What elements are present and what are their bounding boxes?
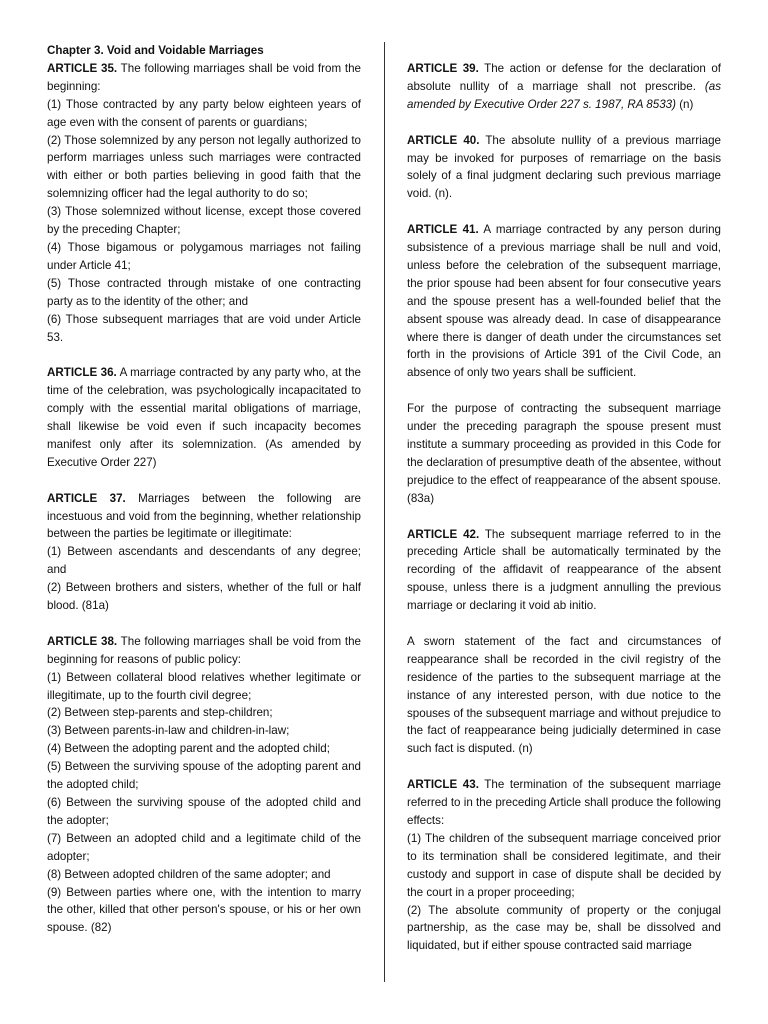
- article-37-heading: ARTICLE 37.: [47, 491, 126, 505]
- article-43-item-2: (2) The absolute community of property or the conjugal partnership, as the case may be, shall be dissolved and liquidated, but if either spouse contracted said marriage: [407, 903, 721, 953]
- article-42: [407, 526, 721, 759]
- left-column: [47, 42, 361, 937]
- column-divider: [384, 42, 385, 982]
- article-35: [47, 60, 361, 347]
- article-38-item-9: (9) Between parties where one, with the intention to marry the other, killed that other person's spouse, or his or her own spouse. (82): [47, 885, 361, 935]
- article-35-item-6: (6) Those subsequent marriages that are void under Article 53.: [47, 312, 361, 344]
- article-43-heading: ARTICLE 43.: [407, 778, 479, 792]
- article-37-item-1: (1) Between ascendants and descendants of any degree; and: [47, 545, 361, 577]
- article-38-item-7: (7) Between an adopted child and a legitimate child of the adopter;: [47, 831, 361, 863]
- article-42-text: The subsequent marriage referred to in the preceding Article shall be automatically terminated by the recording of the affidavit of reappearance of the absent spouse, unless there is a judgment annulling the previous marriage or declaring it void ab initio.: [407, 527, 721, 613]
- article-39-body: [407, 60, 721, 114]
- article-35-intro: [47, 60, 361, 96]
- article-42-paragraph-2: A sworn statement of the fact and circumstances of reappearance shall be recorded in the civil registry of the residence of the parties to the subsequent marriage at the instance of any interested person, with due notice to the spouses of the subsequent marriage and without prejudice to the fact of reappearance being judicially determined in case such fact is disputed. (n): [407, 634, 721, 756]
- chapter-title: Chapter 3. Void and Voidable Marriages: [47, 44, 264, 57]
- article-39: [407, 60, 721, 114]
- article-40-body: [407, 132, 721, 204]
- article-37-intro: [47, 490, 361, 544]
- article-36-body: [47, 364, 361, 471]
- article-38-item-6: (6) Between the surviving spouse of the adopted child and the adopter;: [47, 796, 361, 827]
- article-39-heading: ARTICLE 39.: [407, 62, 479, 75]
- article-35-item-2: (2) Those solemnized by any person not legally authorized to perform marriages unless such marriages were contracted with either or both parties believing in good faith that the solemnizing officer had the legal authority to do so;: [47, 133, 361, 201]
- article-35-item-4: (4) Those bigamous or polygamous marriages not failing under Article 41;: [47, 240, 361, 272]
- article-38-item-1: (1) Between collateral blood relatives whether legitimate or illegitimate, up to the fourth civil degree;: [47, 670, 361, 702]
- article-39-text: The action or defense for the declaration of absolute nullity of a marriage shall not prescribe.: [407, 62, 722, 93]
- article-42-heading: ARTICLE 42.: [407, 527, 480, 541]
- article-39-tail: (n): [675, 97, 694, 111]
- article-43-intro: [407, 776, 721, 830]
- article-38-heading: ARTICLE 38.: [47, 634, 118, 648]
- article-37-item-2: (2) Between brothers and sisters, whether of the full or half blood. (81a): [47, 581, 361, 613]
- article-38-item-8: (8) Between adopted children of the same adopter; and: [47, 867, 331, 881]
- article-43-text: The termination of the subsequent marriage referred to in the preceding Article shall produce the following effects:: [407, 778, 721, 827]
- article-41-text: A marriage contracted by any person during subsistence of a previous marriage shall be null and void, unless before the celebration of the subsequent marriage, the prior spouse had been absent for four consecutive years and the spouse present has a well-founded belief that the absent spouse was already dead. In case of disappearance where there is danger of death under the circumstances set forth in the provisions of Article 391 of the Civil Code, an absence of only two years shall be sufficient.: [407, 223, 722, 380]
- article-36-heading: ARTICLE 36.: [47, 366, 117, 380]
- article-37: [47, 490, 361, 615]
- article-38-item-3: (3) Between parents-in-law and children-in-law;: [47, 724, 290, 738]
- article-40: [407, 132, 721, 204]
- article-38-text: The following marriages shall be void from the beginning for reasons of public policy:: [47, 634, 361, 666]
- article-43-item-1: (1) The children of the subsequent marriage conceived prior to its termination shall be considered legitimate, and their custody and support in case of dispute shall be decided by the court in a proper proceeding;: [407, 831, 721, 899]
- article-36: [47, 364, 361, 471]
- article-39-amendment-note: (as amended by Executive Order 227 s. 1987, RA 8533): [407, 79, 721, 111]
- article-35-heading: ARTICLE 35.: [47, 61, 118, 75]
- article-35-text: The following marriages shall be void from the beginning:: [47, 61, 361, 93]
- article-42-body: [407, 526, 721, 616]
- article-38: [47, 633, 361, 937]
- article-40-heading: ARTICLE 40.: [407, 133, 480, 147]
- article-38-item-2: (2) Between step-parents and step-children;: [47, 706, 273, 720]
- article-38-intro: [47, 633, 361, 669]
- article-35-item-1: (1) Those contracted by any party below eighteen years of age even with the consent of parents or guardians;: [47, 97, 361, 129]
- article-35-item-5: (5) Those contracted through mistake of one contracting party as to the identity of the other; and: [47, 276, 361, 308]
- article-38-item-5: (5) Between the surviving spouse of the adopting parent and the adopted child;: [47, 760, 361, 792]
- article-41-heading: ARTICLE 41.: [407, 223, 479, 237]
- article-36-text: A marriage contracted by any party who, at the time of the celebration, was psychologically incapacitated to comply with the essential marital obligations of marriage, shall likewise be void even if such incapacity becomes manifest only after its solemnization. (As amended by Executive Order 227): [47, 366, 361, 469]
- article-40-text: The absolute nullity of a previous marriage may be invoked for purposes of remarriage on the basis solely of a final judgment declaring such previous marriage void. (n).: [407, 133, 721, 201]
- article-43: [407, 776, 721, 955]
- article-38-item-4: (4) Between the adopting parent and the adopted child;: [47, 742, 330, 756]
- article-41-body: [407, 221, 721, 382]
- article-37-text: Marriages between the following are incestuous and void from the beginning, whether relationship between the parties be legitimate or illegitimate:: [47, 491, 361, 541]
- right-column: [407, 60, 721, 955]
- article-35-item-3: (3) Those solemnized without license, except those covered by the preceding Chapter;: [47, 205, 361, 237]
- article-41-paragraph-2: For the purpose of contracting the subsequent marriage under the preceding paragraph the spouse present must institute a summary proceeding as provided in this Code for the declaration of presumptive death of the absentee, without prejudice to the effect of reappearance of the absent spouse. (83a): [407, 402, 721, 505]
- article-41: [407, 221, 721, 507]
